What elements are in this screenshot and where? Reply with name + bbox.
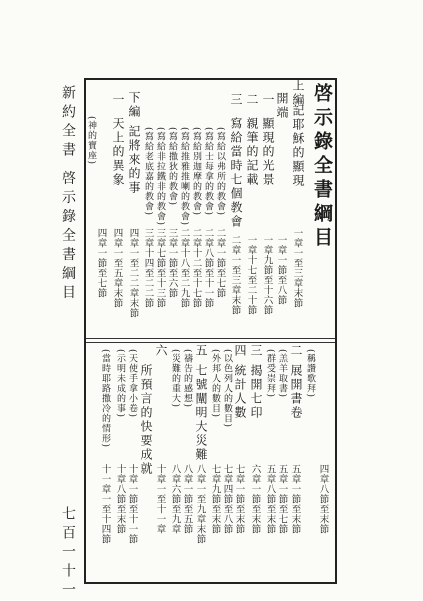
sub-entry: (稱讚歌拜) xyxy=(305,349,315,399)
chapter-reference: 三章一節至六節 xyxy=(166,228,178,298)
chapter-reference: 八章六節至九章 xyxy=(169,464,181,534)
chapter-reference: 二章十二至十七節 xyxy=(190,228,202,308)
chapter-reference: 五章一節至末節 xyxy=(289,464,301,534)
chapter-reference: 十一章一至十四節 xyxy=(99,464,111,544)
toc-entry: 親筆的記載 xyxy=(245,117,259,187)
chapter-reference: 一章一至三章末節 xyxy=(291,228,303,308)
sub-entry: (寫給以弗所的教會) xyxy=(215,127,225,217)
sub-entry: (寫給推雅推喇的教會) xyxy=(179,127,189,227)
sub-entry: (群受崇拜) xyxy=(265,349,275,399)
chapter-reference: 八章一節至五節 xyxy=(181,464,193,534)
chapter-reference: 十章一至十一章 xyxy=(154,464,166,534)
middle-rule-inner xyxy=(86,342,335,343)
entry-number: 一 xyxy=(111,93,125,105)
sub-entry: (示明未成的事) xyxy=(115,349,125,419)
section-heading: 下編 記將來的事 xyxy=(127,91,141,195)
chapter-reference: 二章八節至十一節 xyxy=(202,228,214,308)
toc-entry: 所預言的快要成就 xyxy=(139,364,153,476)
chapter-reference: 二章一至三章末節 xyxy=(229,235,241,315)
sub-entry: (天使手拿小卷) xyxy=(127,349,137,419)
chapter-reference: 二章一節至七節 xyxy=(214,228,226,298)
chapter-reference: 四章一節至七節 xyxy=(95,228,107,298)
sub-entry: (以色列人的數目) xyxy=(222,349,232,429)
middle-rule xyxy=(86,338,335,339)
section-heading: 上編 xyxy=(291,79,305,107)
sub-entry: (寫給老底嘉的教會) xyxy=(143,127,153,217)
chapter-reference: 六章一節至末節 xyxy=(249,464,261,534)
page-number: 七百一十一 xyxy=(60,506,76,601)
page-title: 啓示錄全書綱目 xyxy=(311,83,333,251)
entry-number: 四 xyxy=(233,344,247,356)
sub-entry: (寫給撒狄的教會) xyxy=(167,127,177,207)
chapter-reference: 四章八節至末節 xyxy=(317,464,329,534)
chapter-reference: 八章一至九章末節 xyxy=(194,464,206,544)
entry-number: 六 xyxy=(154,344,168,356)
toc-entry: 天上的異象 xyxy=(111,117,125,187)
toc-entry: 統計人數 xyxy=(233,364,247,420)
chapter-reference: 一章一節至八節 xyxy=(275,235,287,305)
sub-entry: (災難的重大) xyxy=(170,349,180,409)
chapter-reference: 七章一節至末節 xyxy=(233,464,245,534)
chapter-reference: 四章一至二二章末節 xyxy=(127,228,139,318)
chapter-reference: 三章七節至十三節 xyxy=(154,228,166,308)
section-heading: 開端 xyxy=(275,92,289,120)
chapter-reference: 七章九節至末節 xyxy=(209,464,221,534)
sub-entry: (外邦人的數目) xyxy=(210,349,220,419)
entry-number: 一 xyxy=(261,93,275,105)
entry-number: 三 xyxy=(229,93,243,105)
chapter-reference: 二章十八至二九節 xyxy=(178,228,190,308)
toc-entry: 記耶穌的顯現 xyxy=(291,104,305,188)
running-header: 新約全書 啓示錄全書綱目 xyxy=(60,85,76,304)
chapter-reference: 五章八節至末節 xyxy=(264,464,276,534)
entry-number: 二 xyxy=(245,93,259,105)
toc-entry: 七號闡明大災難 xyxy=(194,364,208,462)
sub-entry: (寫給非拉鐵非的教會) xyxy=(155,127,165,227)
toc-entry: 寫給當時七個教會 xyxy=(229,117,243,229)
sub-entry: (當時耶路撒冷的情形) xyxy=(100,349,110,449)
chapter-reference: 一章九節至十六節 xyxy=(261,235,273,315)
chapter-reference: 十章一節至十一節 xyxy=(126,464,138,544)
chapter-reference: 五章一節至七節 xyxy=(276,464,288,534)
sub-entry: (神的寶座) xyxy=(86,116,96,166)
toc-entry: 顯現的光景 xyxy=(261,117,275,187)
chapter-reference: 十章八節至末節 xyxy=(114,464,126,534)
chapter-reference: 七章四節至八節 xyxy=(221,464,233,534)
sub-entry: (寫給士每拿的教會) xyxy=(203,127,213,217)
entry-number: 五 xyxy=(194,344,208,356)
entry-number: 二 xyxy=(289,344,303,356)
toc-entry: 展開書卷 xyxy=(289,364,303,420)
sub-entry: (寫給別迦摩的教會) xyxy=(191,127,201,217)
chapter-reference: 三章十四至二二節 xyxy=(142,228,154,308)
chapter-reference: 一章十七至二十節 xyxy=(245,235,257,315)
sub-entry: (羔羊取書) xyxy=(277,349,287,399)
entry-number: 三 xyxy=(249,344,263,356)
toc-entry: 揭開七印 xyxy=(249,364,263,420)
sub-entry: (禱告的感想) xyxy=(182,349,192,409)
chapter-reference: 四章一至五章末節 xyxy=(111,228,123,308)
